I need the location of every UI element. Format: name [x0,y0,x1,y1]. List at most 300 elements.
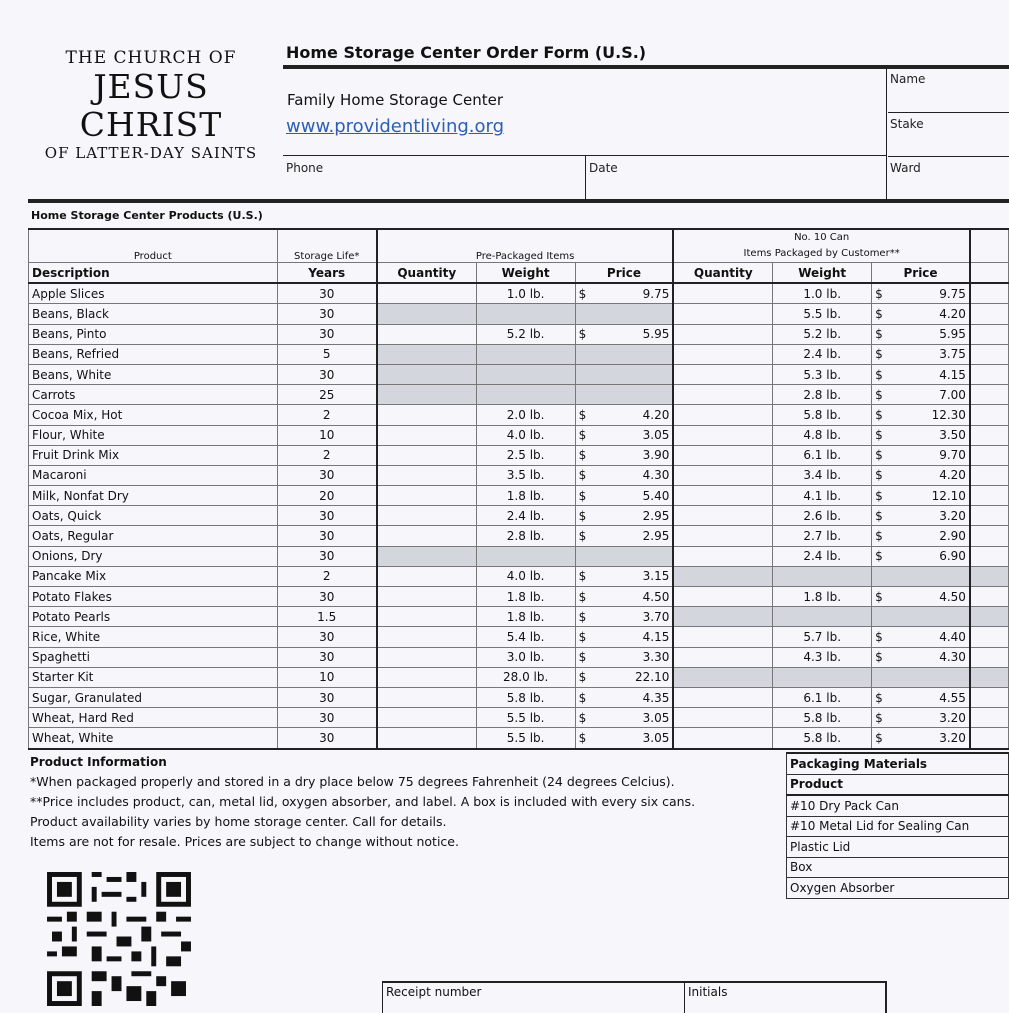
table-row [29,344,1009,364]
website-link[interactable]: www.providentliving.org [286,116,505,137]
table-row [29,385,1009,405]
can-weight [773,607,872,627]
pre-quantity-input[interactable] [377,728,476,749]
can-header-line-2: Items Packaged by Customer** [743,248,900,259]
can-price [872,728,970,749]
packaging-item[interactable]: Box [787,857,1009,878]
can-quantity-input[interactable] [673,283,772,304]
can-price-value: 12.30 [931,407,966,422]
can-weight: 2.4 lb. [773,546,872,566]
can-price [872,486,970,506]
table-row [29,486,1009,506]
receipt-rule [382,981,886,983]
can-price-value: 4.30 [939,650,966,665]
product-name: Spaghetti [29,647,278,667]
pre-weight [476,546,575,566]
product-name: Carrots [29,385,278,405]
can-price-value: 2.90 [939,529,966,544]
product-name: Apple Slices [29,283,278,304]
can-price-value: 3.20 [939,710,966,725]
can-quantity-input[interactable] [673,425,772,445]
extra-cell [970,506,1009,526]
storage-years: 10 [277,425,377,445]
table-row [29,445,1009,465]
can-price-value: 3.20 [939,730,966,745]
can-price-value: 12.10 [931,488,966,503]
product-name: Wheat, Hard Red [29,708,278,728]
currency-symbol: $ [875,650,883,665]
church-logo [26,48,276,162]
can-price-value: 4.20 [939,468,966,483]
pre-price [575,445,673,465]
can-price [872,587,970,607]
extra-cell [970,708,1009,728]
extra-cell [970,344,1009,364]
pre-price [575,708,673,728]
can-quantity-input[interactable] [673,486,772,506]
phone-label: Phone [286,161,324,175]
pre-price [575,526,673,546]
currency-symbol: $ [578,407,587,422]
can-weight: 6.1 lb. [773,687,872,707]
pre-price [575,324,673,344]
pre-price-value: 5.40 [642,488,670,503]
ward-field[interactable] [886,156,887,200]
pre-quantity-input [377,546,476,566]
col-description: Description [29,263,278,284]
can-weight: 5.3 lb. [773,364,872,384]
currency-symbol: $ [578,448,587,463]
pre-price-value: 22.10 [634,670,670,685]
table-row [29,647,1009,667]
currency-symbol: $ [875,387,883,402]
can-price [872,385,970,405]
extra-cell [970,546,1009,566]
can-weight: 3.4 lb. [773,465,872,485]
date-label: Date [589,161,618,175]
extra-cell [970,465,1009,485]
can-weight: 1.0 lb. [773,283,872,304]
product-name: Oats, Quick [29,506,278,526]
table-row [29,304,1009,324]
name-field[interactable] [888,112,1009,113]
can-price-value: 5.95 [939,327,966,342]
can-quantity-input[interactable] [673,465,772,485]
can-price-value: 4.40 [939,629,966,644]
pre-price [575,546,673,566]
product-name: Beans, Refried [29,344,278,364]
pre-weight: 5.5 lb. [476,708,575,728]
currency-symbol: $ [875,448,883,463]
logo-line-2: JESUS CHRIST [79,67,223,144]
extra-cell [970,283,1009,304]
storage-years: 30 [277,364,377,384]
can-price [872,506,970,526]
can-price [872,687,970,707]
currency-symbol: $ [875,690,883,705]
pre-weight: 1.0 lb. [476,283,575,304]
pre-weight: 5.5 lb. [476,728,575,749]
pre-weight: 1.8 lb. [476,587,575,607]
can-price-value: 3.50 [939,428,966,443]
currency-symbol: $ [875,710,883,725]
receipt-left-border [382,981,383,1013]
storage-years: 5 [277,344,377,364]
receipt-number-label[interactable]: Receipt number [386,985,482,999]
extra-cell [970,587,1009,607]
currency-symbol: $ [875,347,883,362]
product-name: Milk, Nonfat Dry [29,486,278,506]
can-quantity-input[interactable] [673,364,772,384]
currency-symbol: $ [875,549,883,564]
can-header-line-1: No. 10 Can [794,232,850,243]
can-quantity-input [673,566,772,586]
extra-cell [970,667,1009,687]
storage-years: 30 [277,728,377,749]
phone-field[interactable] [585,156,586,200]
can-weight: 5.7 lb. [773,627,872,647]
pre-price-value: 2.95 [642,529,670,544]
storage-years: 30 [277,647,377,667]
product-name: Beans, Black [29,304,278,324]
section-rule [28,199,1009,203]
storage-years: 30 [277,627,377,647]
can-quantity-input[interactable] [673,385,772,405]
can-quantity-input[interactable] [673,546,772,566]
storage-years: 30 [277,687,377,707]
table-row [29,667,1009,687]
pre-price-value: 4.35 [642,690,670,705]
can-price [872,344,970,364]
currency-symbol: $ [875,508,883,523]
pre-price [575,304,673,324]
can-price-value: 6.90 [939,549,966,564]
product-info-title: Product Information [30,755,167,769]
pre-weight [476,344,575,364]
products-table [28,228,1009,750]
product-info [30,752,780,852]
storage-years: 30 [277,324,377,344]
can-quantity-input[interactable] [673,526,772,546]
can-price-value: 9.70 [939,448,966,463]
pre-weight: 3.5 lb. [476,465,575,485]
can-price [872,647,970,667]
currency-symbol: $ [578,529,587,544]
pre-price-value: 3.15 [642,569,670,584]
pre-price [575,364,673,384]
can-quantity-input [673,667,772,687]
can-price-value: 4.15 [939,367,966,382]
pre-quantity-input[interactable] [377,283,476,304]
can-quantity-input[interactable] [673,304,772,324]
col-pre-quantity: Quantity [377,263,476,284]
pre-price [575,486,673,506]
can-price [872,304,970,324]
can-quantity-input[interactable] [673,687,772,707]
pre-price [575,627,673,647]
group-header-product: Product [29,229,278,263]
product-name: Potato Pearls [29,607,278,627]
col-can-price: Price [872,263,970,284]
can-price [872,708,970,728]
storage-years: 20 [277,486,377,506]
pre-quantity-input[interactable] [377,425,476,445]
pre-price-value: 3.30 [642,650,670,665]
currency-symbol: $ [578,670,587,685]
pre-weight: 5.8 lb. [476,687,575,707]
pre-quantity-input[interactable] [377,667,476,687]
can-price-value: 3.75 [939,347,966,362]
can-price [872,445,970,465]
can-quantity-input[interactable] [673,708,772,728]
pre-price [575,647,673,667]
currency-symbol: $ [578,629,587,644]
product-name: Wheat, White [29,728,278,749]
pre-price-value: 9.75 [642,286,670,301]
pre-quantity-input[interactable] [377,506,476,526]
group-header-prepackaged: Pre-Packaged Items [377,229,674,263]
packaging-item[interactable]: #10 Dry Pack Can [787,795,1009,816]
storage-years: 30 [277,526,377,546]
product-name: Cocoa Mix, Hot [29,405,278,425]
extra-cell [970,566,1009,586]
table-row [29,364,1009,384]
pre-weight: 2.5 lb. [476,445,575,465]
can-price-value: 9.75 [939,286,966,301]
pre-weight [476,364,575,384]
product-name: Sugar, Granulated [29,687,278,707]
table-row [29,283,1009,304]
pre-weight: 2.4 lb. [476,506,575,526]
group-header-storage: Storage Life* [277,229,377,263]
pre-price-value: 3.05 [642,710,670,725]
can-price [872,566,970,586]
extra-cell [970,445,1009,465]
can-price [872,324,970,344]
pre-quantity-input[interactable] [377,465,476,485]
can-price [872,526,970,546]
packaging-item[interactable]: Plastic Lid [787,837,1009,858]
extra-cell [970,364,1009,384]
name-label: Name [890,72,926,86]
currency-symbol: $ [875,589,883,604]
can-weight: 4.1 lb. [773,486,872,506]
can-weight [773,667,872,687]
can-quantity-input[interactable] [673,405,772,425]
currency-symbol: $ [875,730,883,745]
col-pre-weight: Weight [476,263,575,284]
table-row [29,627,1009,647]
product-info-line: Items are not for resale. Prices are subject to change without notice. [30,834,459,849]
qr-code [46,872,192,1006]
pre-quantity-input[interactable] [377,607,476,627]
storage-years: 25 [277,385,377,405]
pre-price [575,385,673,405]
packaging-title: Packaging Materials [787,753,1009,774]
currency-symbol: $ [578,508,587,523]
product-name: Fruit Drink Mix [29,445,278,465]
pre-quantity-input [377,385,476,405]
table-row [29,607,1009,627]
currency-symbol: $ [578,569,587,584]
packaging-header: Product [787,774,1009,795]
pre-price-value: 4.30 [642,468,670,483]
storage-years: 2 [277,405,377,425]
can-price-value: 4.55 [939,690,966,705]
can-quantity-input[interactable] [673,627,772,647]
storage-years: 2 [277,445,377,465]
group-header-can [673,229,970,263]
can-weight: 4.8 lb. [773,425,872,445]
currency-symbol: $ [578,327,587,342]
can-price [872,607,970,627]
pre-weight: 5.2 lb. [476,324,575,344]
product-info-line: *When packaged properly and stored in a dry place below 75 degrees Fahrenheit (24 degrees Celcius). [30,774,675,789]
packaging-item[interactable]: Oxygen Absorber [787,878,1009,899]
storage-years: 30 [277,506,377,526]
pre-weight: 4.0 lb. [476,566,575,586]
pre-price-value: 4.20 [642,407,670,422]
logo-line-3: OF LATTER-DAY SAINTS [44,144,258,162]
extra-cell [970,687,1009,707]
currency-symbol: $ [578,609,587,624]
product-info-line: **Price includes product, can, metal lid, oxygen absorber, and label. A box is included with every six cans. [30,794,696,809]
can-price [872,667,970,687]
pre-quantity-input[interactable] [377,486,476,506]
pre-weight: 2.0 lb. [476,405,575,425]
pre-quantity-input[interactable] [377,587,476,607]
table-row [29,728,1009,749]
pre-price [575,566,673,586]
col-can-quantity: Quantity [673,263,772,284]
currency-symbol: $ [578,589,587,604]
currency-symbol: $ [578,710,587,725]
currency-symbol: $ [875,327,883,342]
can-quantity-input[interactable] [673,445,772,465]
currency-symbol: $ [578,690,587,705]
can-price [872,465,970,485]
can-price-value: 4.50 [939,589,966,604]
storage-years: 30 [277,587,377,607]
currency-symbol: $ [875,629,883,644]
can-weight [773,566,872,586]
extra-cell [970,728,1009,749]
can-price [872,283,970,304]
can-quantity-input [673,607,772,627]
extra-cell [970,486,1009,506]
extra-cell [970,405,1009,425]
pre-quantity-input[interactable] [377,687,476,707]
can-quantity-input[interactable] [673,324,772,344]
product-name: Rice, White [29,627,278,647]
product-name: Macaroni [29,465,278,485]
pre-weight: 28.0 lb. [476,667,575,687]
storage-years: 2 [277,566,377,586]
pre-price-value: 3.90 [642,448,670,463]
product-name: Beans, Pinto [29,324,278,344]
can-weight: 1.8 lb. [773,587,872,607]
pre-weight: 3.0 lb. [476,647,575,667]
product-name: Starter Kit [29,667,278,687]
col-pre-price: Price [575,263,673,284]
currency-symbol: $ [578,286,587,301]
pre-price-value: 3.05 [642,730,670,745]
can-price [872,546,970,566]
storage-years: 30 [277,465,377,485]
currency-symbol: $ [578,730,587,745]
can-weight: 5.5 lb. [773,304,872,324]
storage-years: 30 [277,708,377,728]
currency-symbol: $ [875,367,883,382]
pre-price-value: 4.50 [642,589,670,604]
initials-label[interactable]: Initials [688,985,728,999]
pre-quantity-input[interactable] [377,324,476,344]
center-name: Family Home Storage Center [287,91,504,109]
currency-symbol: $ [578,428,587,443]
can-weight: 2.4 lb. [773,344,872,364]
can-price-value: 3.20 [939,508,966,523]
pre-price-value: 4.15 [642,629,670,644]
can-weight: 5.8 lb. [773,405,872,425]
can-weight: 2.8 lb. [773,385,872,405]
stake-field[interactable] [888,156,1009,157]
can-quantity-input[interactable] [673,344,772,364]
pre-quantity-input [377,304,476,324]
can-price-value: 4.20 [939,306,966,321]
can-quantity-input[interactable] [673,506,772,526]
stake-label: Stake [890,117,924,131]
product-name: Pancake Mix [29,566,278,586]
product-name: Flour, White [29,425,278,445]
can-weight: 5.2 lb. [773,324,872,344]
extra-col [970,263,1009,284]
pre-price [575,667,673,687]
extra-cell [970,526,1009,546]
can-quantity-input[interactable] [673,647,772,667]
pre-weight: 2.8 lb. [476,526,575,546]
can-price [872,405,970,425]
currency-symbol: $ [875,286,883,301]
pre-quantity-input[interactable] [377,627,476,647]
product-name: Beans, White [29,364,278,384]
can-quantity-input[interactable] [673,587,772,607]
pre-price [575,405,673,425]
table-row [29,526,1009,546]
pre-weight: 1.8 lb. [476,486,575,506]
table-row [29,405,1009,425]
pre-quantity-input[interactable] [377,566,476,586]
can-price [872,364,970,384]
pre-quantity-input[interactable] [377,445,476,465]
storage-years: 10 [277,667,377,687]
packaging-item[interactable]: #10 Metal Lid for Sealing Can [787,816,1009,837]
can-weight: 5.8 lb. [773,708,872,728]
extra-cell [970,425,1009,445]
pre-quantity-input[interactable] [377,708,476,728]
receipt-right-border [885,981,887,1013]
pre-quantity-input[interactable] [377,405,476,425]
extra-cell [970,385,1009,405]
pre-weight: 4.0 lb. [476,425,575,445]
can-quantity-input[interactable] [673,728,772,749]
pre-quantity-input[interactable] [377,526,476,546]
col-years: Years [277,263,377,284]
pre-quantity-input[interactable] [377,647,476,667]
header-rule [283,65,1009,69]
pre-price [575,607,673,627]
storage-years: 1.5 [277,607,377,627]
currency-symbol: $ [578,468,587,483]
